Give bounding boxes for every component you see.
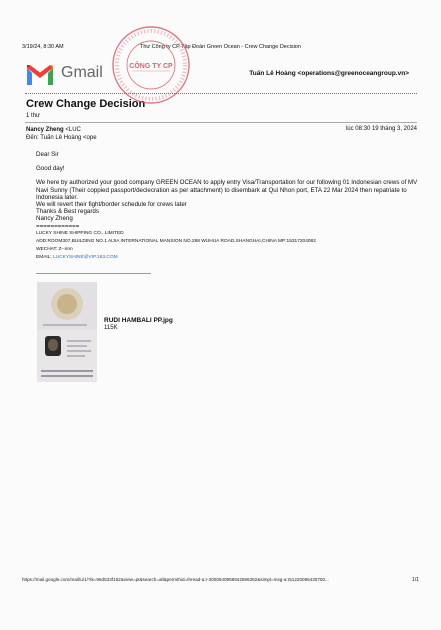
- good-day-line: Good day!: [36, 165, 65, 173]
- stamp-center-text: CÔNG TY CP: [129, 63, 173, 70]
- sender-name: Nancy Zheng: [26, 127, 64, 133]
- signature-email-link[interactable]: LUCKYSHINE@VIP.163.COM: [53, 254, 118, 260]
- print-title: Thư Công ty CP Tập Đoàn Green Ocean - Crew Change Decision: [140, 44, 301, 50]
- print-date: 3/19/24, 8:30 AM: [22, 44, 64, 50]
- message-body: [36, 151, 426, 262]
- company-seal-stamp: [110, 24, 192, 106]
- attachment-filename[interactable]: RUDI HAMBALI PP.jpg: [104, 317, 173, 324]
- attachment-divider: [36, 273, 151, 274]
- subject-divider: [25, 122, 417, 123]
- gmail-wordmark: Gmail: [61, 64, 103, 81]
- gmail-m-icon: [25, 64, 55, 86]
- authorization-paragraph: We here by authorized your good company GREEN OCEAN to apply entry Visa/Transportation for our following 01 Indonesian crews of MV Navi Sunny (Their coppied passport/declecration as per attachment) to disembark at Qui Nhon port, ETA 22 Mar 2024 then repatriate to Indonesia later.: [36, 179, 418, 201]
- email-label: EMAIL:: [36, 254, 54, 260]
- header-divider: [25, 93, 417, 94]
- sender-block: [26, 126, 97, 142]
- passport-attachment-thumbnail[interactable]: [37, 282, 97, 382]
- sender-email: <LUC: [65, 127, 81, 133]
- message-count: 1 thư: [26, 113, 41, 119]
- account-label: Tuấn Lê Hoàng <operations@greenoceangroup.vn>: [249, 70, 409, 77]
- company-name: LUCKY SHINE SHIPPING CO., LIMITED: [36, 230, 124, 236]
- signature-separator: ============: [36, 222, 80, 230]
- footer-page-number: 1/1: [412, 577, 419, 583]
- schedule-line: We will revert their fight/border schedule for crews later: [36, 201, 187, 209]
- signature-name: Nancy Zheng: [36, 215, 73, 223]
- greeting: Dear Sir: [36, 151, 59, 158]
- regards-line: Thanks & Best regards: [36, 208, 99, 216]
- wechat-line: WECHAT: Z--nnn: [36, 246, 73, 252]
- company-address: ADD:ROOM307,BUILDING NO.1 AIJIA INTERNATIONAL MANSION NO.288 WUHUA ROAD,SHANGHAI,CHINA MP:15317204082: [36, 238, 316, 244]
- email-subject: Crew Change Decision: [26, 98, 146, 110]
- attachment-size: 115K: [104, 325, 118, 331]
- email-line: [36, 254, 426, 262]
- footer-url: https://mail.google.com/mail/u/1/?ik=96d533f162&view=pt&search=all&permthid=thread-a:r-3000540958842696362&simpl=msg-a:r51220065430700...: [22, 577, 329, 582]
- message-timestamp: lúc 08:30 19 tháng 3, 2024: [345, 126, 417, 132]
- signature-block: [36, 230, 426, 262]
- recipient-line: Đến: Tuấn Lê Hoàng <ope: [26, 135, 97, 141]
